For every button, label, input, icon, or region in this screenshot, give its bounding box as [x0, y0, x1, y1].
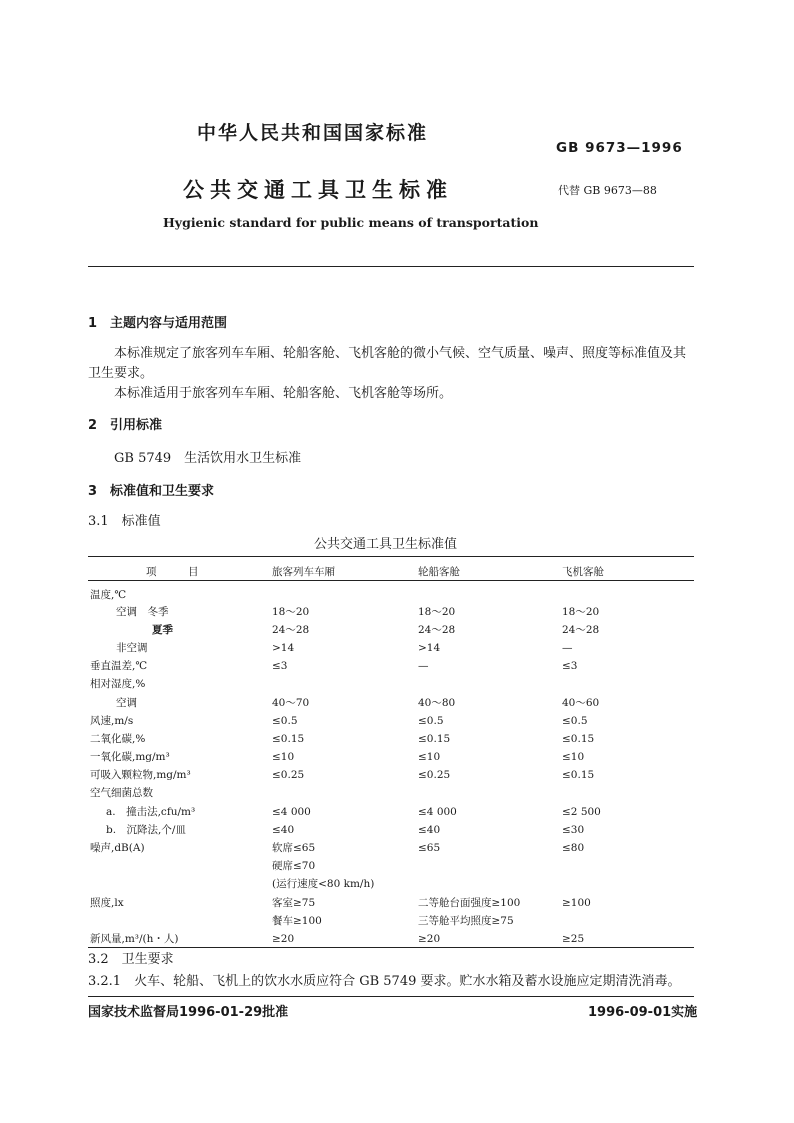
- table-cell: ≤10: [562, 751, 585, 763]
- header-train: 旅客列车车厢: [272, 566, 335, 578]
- table-cell: ≤0.15: [418, 733, 451, 745]
- table-cell: ≤0.5: [272, 715, 298, 727]
- section-3-1-heading: 3.1 标准值: [88, 514, 161, 529]
- table-cell: 三等舱平均照度≥75: [418, 915, 514, 927]
- table-cell: 24～28: [562, 624, 600, 636]
- table-cell: 客室≥75: [272, 897, 316, 909]
- table-cell: ≥20: [418, 933, 441, 945]
- table-cell: ≤4 000: [272, 806, 311, 818]
- table-cell: 40～60: [562, 697, 600, 709]
- table-cell: ≤0.15: [272, 733, 305, 745]
- table-cell: ≤0.25: [272, 769, 305, 781]
- header-aircraft: 飞机客舱: [562, 566, 604, 578]
- table-row-label: 空调 冬季: [116, 606, 169, 618]
- table-cell: —: [562, 642, 573, 654]
- table-cell: ≤3: [272, 660, 288, 672]
- table-cell: ≤0.15: [562, 733, 595, 745]
- table-row-label: 相对湿度,%: [90, 678, 146, 690]
- table-cell: (运行速度<80 km/h): [272, 878, 375, 890]
- replaces-note: 代替 GB 9673—88: [558, 184, 657, 197]
- table-cell: 18～20: [272, 606, 310, 618]
- table-row-label: 照度,lx: [90, 897, 124, 909]
- table-bottom-rule: [88, 947, 694, 948]
- table-cell: 硬席≤70: [272, 860, 316, 872]
- table-cell: ≤0.15: [562, 769, 595, 781]
- table-row-label: 一氧化碳,mg/m³: [90, 751, 170, 763]
- table-row-label: 二氧化碳,%: [90, 733, 146, 745]
- table-row-label: 可吸入颗粒物,mg/m³: [90, 769, 191, 781]
- standards-table: [88, 559, 694, 946]
- section-3-2-heading: 3.2 卫生要求: [88, 952, 174, 967]
- table-cell: 24～28: [272, 624, 310, 636]
- table-cell: ≤65: [418, 842, 441, 854]
- table-cell: ≥20: [272, 933, 295, 945]
- table-cell: 二等舱台面强度≥100: [418, 897, 521, 909]
- table-cell: ≥25: [562, 933, 585, 945]
- table-cell: ≤0.5: [562, 715, 588, 727]
- table-cell: 40～70: [272, 697, 310, 709]
- section-2-heading: 2 引用标准: [88, 418, 163, 433]
- table-cell: ≤2 500: [562, 806, 601, 818]
- section-1-paragraph-1-line-2: 卫生要求。: [88, 366, 154, 381]
- english-title: Hygienic standard for public means of transportation: [163, 215, 539, 230]
- table-cell: 24～28: [418, 624, 456, 636]
- table-cell: ≤40: [418, 824, 441, 836]
- table-cell: ≤0.5: [418, 715, 444, 727]
- table-cell: >14: [272, 642, 295, 654]
- table-cell: >14: [418, 642, 441, 654]
- section-1-paragraph-2: 本标准适用于旅客列车车厢、轮船客舱、飞机客舱等场所。: [114, 386, 453, 401]
- table-top-rule: [88, 556, 694, 557]
- table-cell: 餐车≥100: [272, 915, 322, 927]
- section-1-paragraph-1-line-1: 本标准规定了旅客列车车厢、轮船客舱、飞机客舱的微小气候、空气质量、噪声、照度等标准值及其: [114, 346, 687, 361]
- table-cell: ≤80: [562, 842, 585, 854]
- table-row-label: 噪声,dB(A): [90, 842, 145, 854]
- approval-note: 国家技术监督局1996-01-29批准: [88, 1005, 289, 1020]
- table-caption: 公共交通工具卫生标准值: [314, 537, 458, 552]
- table-cell: 18～20: [418, 606, 456, 618]
- section-1-heading: 1 主题内容与适用范围: [88, 316, 228, 331]
- document-title: 公共交通工具卫生标准: [183, 177, 453, 202]
- standard-number: GB 9673—1996: [556, 140, 683, 156]
- table-cell: ≤40: [272, 824, 295, 836]
- table-cell: 软席≤65: [272, 842, 316, 854]
- referenced-standard: GB 5749 生活饮用水卫生标准: [114, 451, 302, 466]
- section-3-heading: 3 标准值和卫生要求: [88, 484, 215, 499]
- table-row-label: 垂直温差,℃: [90, 660, 148, 672]
- table-row-label: 温度,℃: [90, 589, 127, 601]
- table-cell: —: [418, 660, 429, 672]
- table-cell: 40～80: [418, 697, 456, 709]
- table-row-label: 夏季: [152, 624, 173, 636]
- table-cell: ≤10: [418, 751, 441, 763]
- header-divider: [88, 266, 694, 267]
- header-item: 项 目: [146, 566, 199, 578]
- table-row-label: b. 沉降法,个/皿: [106, 824, 186, 836]
- table-row-label: a. 撞击法,cfu/m³: [106, 806, 196, 818]
- table-cell: ≤10: [272, 751, 295, 763]
- table-row-label: 空调: [116, 697, 137, 709]
- table-cell: ≤4 000: [418, 806, 457, 818]
- footer-divider: [88, 996, 694, 997]
- table-cell: ≤0.25: [418, 769, 451, 781]
- table-cell: ≥100: [562, 897, 591, 909]
- section-3-2-1-text: 3.2.1 火车、轮船、飞机上的饮水水质应符合 GB 5749 要求。贮水水箱及蓄水设施应定期清洗消毒。: [88, 974, 681, 989]
- table-row-label: 新风量,m³/(h・人): [90, 933, 179, 945]
- country-standard-title: 中华人民共和国国家标准: [197, 122, 429, 144]
- table-cell: ≤3: [562, 660, 578, 672]
- table-cell: ≤30: [562, 824, 585, 836]
- table-cell: 18～20: [562, 606, 600, 618]
- effective-date: 1996-09-01实施: [588, 1005, 698, 1020]
- table-row-label: 风速,m/s: [90, 715, 134, 727]
- table-row-label: 空气细菌总数: [90, 787, 153, 799]
- header-ship: 轮船客舱: [418, 566, 460, 578]
- table-row-label: 非空调: [116, 642, 148, 654]
